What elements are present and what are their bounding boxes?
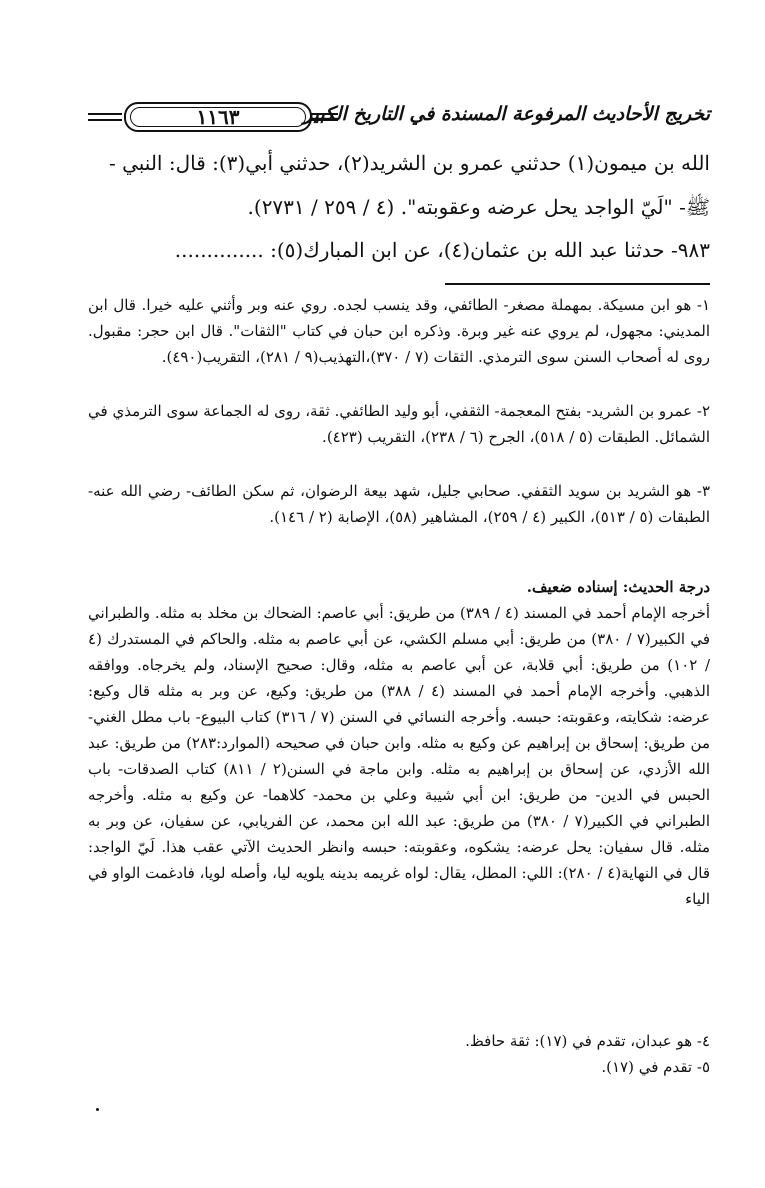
main-text-line-2: ﷺ- "لَيّ الواجد يحل عرضه وعقوبته". (٤ / ٢٥٩ / ٢٧٣١).: [247, 195, 710, 219]
running-title: تخريج الأحاديث المرفوعة المسندة في التاريخ الكبير: [303, 103, 710, 125]
header-rule-middle: [310, 113, 338, 121]
page-speck: [96, 1108, 99, 1111]
header-rule-left: [88, 113, 122, 121]
footnote-divider: [445, 283, 710, 285]
footnote-1: ١- هو ابن مسيكة. بمهملة مصغر- الطائفي، وقد ينسب لجده. روي عنه وبر وأثني عليه خيرا. قال ابن المديني: مجهول، لم يروي عنه غير وبرة. وذكره ابن حبان في كتاب "الثقات". قال ابن حجر: مقبول. روى له أصحاب السنن سوى الترمذي. الثقات (٧ / ٣٧٠)،التهذيب(٩ / ٢٨١)، التقريب(٤٩٠).: [88, 296, 710, 366]
main-text-line-1: الله بن ميمون(١) حدثني عمرو بن الشريد(٢)، حدثني أبي(٣): قال: النبي -: [108, 151, 710, 175]
footnote-3: ٣- هو الشريد بن سويد الثقفي. صحابي جليل، شهد بيعة الرضوان، ثم سكن الطائف- رضي الله عنه- الطبقات (٥ / ٥١٣)، الكبير (٤ / ٢٥٩)، المشاهير (٥٨)، الإصابة (٢ / ١٤٦).: [88, 482, 710, 526]
footnote-4: ٤- هو عبدان، تقدم في (١٧): ثقة حافظ.: [465, 1032, 710, 1050]
page-number: ١١٦٣: [196, 105, 240, 129]
page-number-badge: [124, 102, 312, 132]
footnote-2: ٢- عمرو بن الشريد- بفتح المعجمة- الثقفي، أبو وليد الطائفي. ثقة، روى له الجماعة سوى الترمذي في الشمائل. الطبقات (٥ / ٥١٨)، الجرح (٦ / ٢٣٨)، التقريب (٤٢٣).: [88, 402, 710, 446]
footnote-5: ٥- تقدم في (١٧).: [601, 1058, 710, 1076]
takhrij-paragraph: أخرجه الإمام أحمد في المسند (٤ / ٣٨٩) من طريق: أبي عاصم: الضحاك بن مخلد به مثله. والطبراني في الكبير(٧ / ٣٨٠) من طريق: أبي مسلم الكشي، عن أبي عاصم به مثله. والحاكم في المستدرك (٤ / ١٠٢) من طريق: أبي قلابة، عن أبي عاصم به مثله، وقال: صحيح الإسناد، ولم يخرجاه. ووافقه الذهبي. وأخرجه الإمام أحمد في المسند (٤ / ٣٨٨) من طريق: وكيع، عن وبر به مثله قال وكيع: عرضه: شكايته، وعقوبته: حبسه. وأخرجه النسائي في السنن (٧ / ٣١٦) كتاب البيوع- باب مطل الغني- من طريق: إسحاق بن إبراهيم عن وكيع به مثله. وابن حبان في صحيحه (الموارد:٢٨٣) من طريق: عبد الله الأزدي، عن إسحاق بن إبراهيم به مثله. وابن ماجة في السنن(٢ / ٨١١) كتاب الصدقات- باب الحبس في الدين- من طريق: ابن أبي شيبة وعلي بن محمد- كلاهما- عن وكيع به مثله. وأخرجه الطبراني في الكبير(٧ / ٣٨٠) من طريق: عبد الله ابن محمد، عن الفريابي، عن سفيان، عن وبر به مثله. قال سفيان: يحل عرضه: يشكوه، وعقوبته: حبسه وانظر الحديث الآتي عقب هذا. لَيّ الواجد: قال في النهاية(٤ / ٢٨٠): اللي: المطل، يقال: لواه غريمه بدينه يلويه ليا، وأصله لويا، فادغمت الواو في الياء: [88, 604, 711, 908]
main-text-line-3: ٩٨٣- حدثنا عبد الله بن عثمان(٤)، عن ابن المبارك(٥): ..............: [174, 238, 710, 262]
hadith-grade-label: درجة الحديث: إسناده ضعيف.: [526, 578, 710, 596]
page-header: [88, 101, 710, 135]
